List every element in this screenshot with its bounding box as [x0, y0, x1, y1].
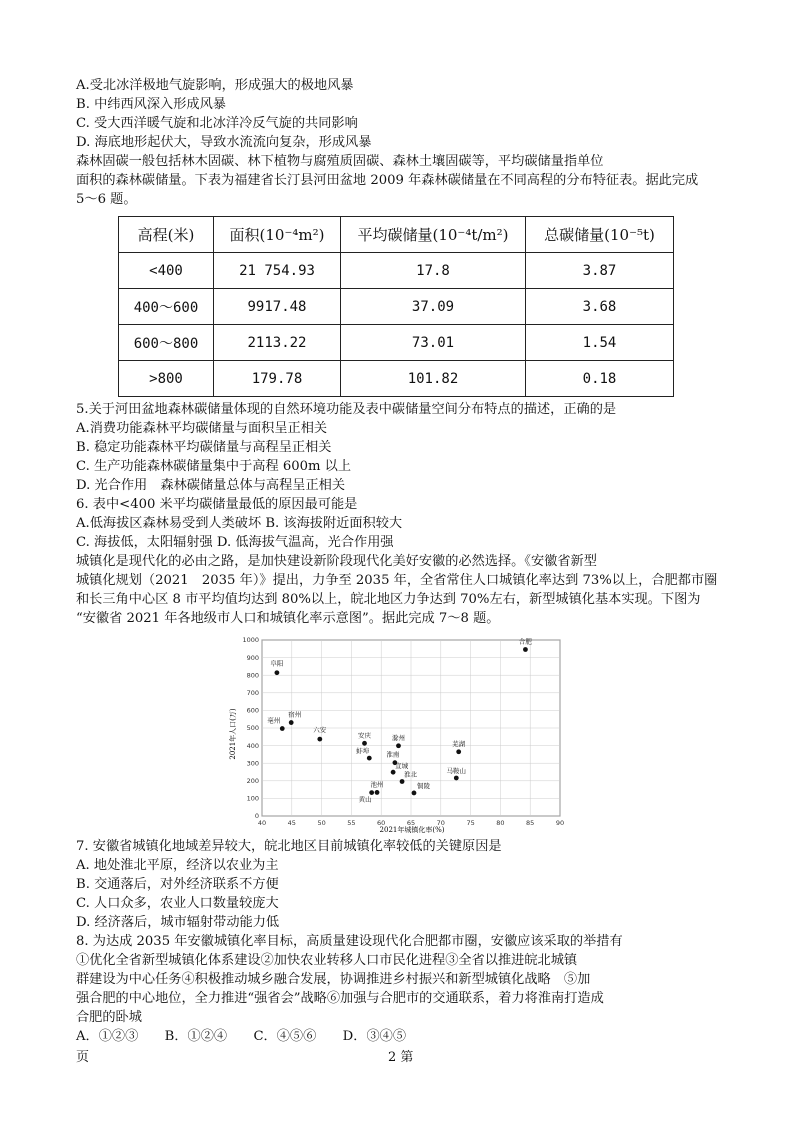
- q5-option-b: B. 稳定功能森林平均碳储量与高程呈正相关: [76, 440, 332, 455]
- table-cell: 2113.22: [214, 325, 341, 361]
- q8-item-line-3: 强合肥的中心地位，全力推进“强省会”战略⑥加强与合肥市的交通联系，着力将淮南打造成: [76, 991, 604, 1006]
- table-cell: 21 754.93: [214, 253, 341, 289]
- passage-urban-3: 和长三角中心区 8 市平均值均达到 80%以上，皖北地区力争达到 70%左右，新型城镇化基本实现。下图为: [76, 592, 701, 607]
- y-tick-label: 100: [246, 794, 259, 803]
- data-point: [317, 737, 322, 742]
- table-header-cell: 高程(米): [119, 217, 214, 253]
- y-tick-label: 0: [254, 812, 259, 821]
- data-label: 阜阳: [270, 659, 284, 668]
- q4-option-a: A.受北冰洋极地气旋影响，形成强大的极地风暴: [76, 78, 354, 93]
- data-label: 黄山: [358, 795, 372, 804]
- x-tick-label: 60: [377, 819, 386, 827]
- data-point: [362, 741, 367, 746]
- data-label: 马鞍山: [446, 766, 467, 775]
- passage-carbon-3: 5～6 题。: [76, 192, 137, 207]
- carbon-table: [118, 216, 674, 397]
- q7-option-a: A. 地处淮北平原，经济以农业为主: [76, 858, 279, 873]
- urbanization-scatter-chart: [226, 634, 578, 836]
- q8-stem: 8. 为达成 2035 年安徽城镇化率目标，高质量建设现代化合肥都市圈，安徽应该采取的举措有: [76, 934, 623, 949]
- data-label: 淮南: [386, 750, 400, 759]
- table-cell: <400: [119, 253, 214, 289]
- footer-page-number: 2 第: [388, 1050, 414, 1065]
- x-tick-label: 45: [287, 819, 296, 827]
- q7-option-d: D. 经济落后，城市辐射带动能力低: [76, 915, 280, 930]
- data-label: 宿州: [288, 710, 302, 719]
- y-tick-label: 1000: [242, 636, 259, 645]
- data-point: [400, 779, 405, 784]
- x-tick-label: 55: [347, 819, 356, 827]
- table-cell: 37.09: [341, 289, 526, 325]
- data-point: [391, 770, 396, 775]
- data-label: 铜陵: [416, 781, 430, 790]
- data-label: 六安: [313, 726, 327, 735]
- x-tick-label: 65: [406, 819, 416, 827]
- q8-item-line-4: 合肥的卧城: [76, 1010, 142, 1025]
- y-tick-label: 700: [246, 689, 259, 697]
- y-axis-label: 2021年人口(万): [229, 708, 237, 760]
- y-tick-label: 900: [246, 653, 259, 662]
- data-point: [412, 791, 417, 796]
- q7-option-b: B. 交通落后，对外经济联系不方便: [76, 877, 279, 892]
- table-cell: 0.18: [526, 361, 674, 397]
- data-label: 安庆: [358, 731, 372, 740]
- q8-options: A．①②③ B．①②④ C．④⑤⑥ D．③④⑤: [76, 1029, 407, 1044]
- q5-stem: 5.关于河田盆地森林碳储量体现的自然环境功能及表中碳储量空间分布特点的描述，正确的是: [76, 402, 617, 417]
- table-header-cell: 总碳储量(10⁻⁵t): [526, 217, 674, 253]
- table-row: [119, 325, 674, 361]
- table-cell: 9917.48: [214, 289, 341, 325]
- data-point: [396, 743, 401, 748]
- x-tick-label: 40: [257, 819, 267, 827]
- y-tick-label: 200: [246, 777, 259, 785]
- table-cell: 400～600: [119, 289, 214, 325]
- q8-item-line-2: 群建设为中心任务④积极推动城乡融合发展，协调推进乡村振兴和新型城镇化战略 ⑤加: [76, 972, 591, 987]
- q4-option-d: D. 海底地形起伏大，导致水流流向复杂，形成风暴: [76, 135, 372, 150]
- data-label: 淮北: [404, 770, 418, 779]
- q4-option-b: B. 中纬西风深入形成风暴: [76, 97, 226, 112]
- y-tick-label: 800: [246, 671, 259, 680]
- data-point: [523, 647, 528, 652]
- data-point: [369, 790, 374, 795]
- table-cell: 1.54: [526, 325, 674, 361]
- passage-urban-2: 城镇化规划（2021 2035 年）》提出，力争至 2035 年，全省常住人口城镇化率达到 73%以上，合肥都市圈: [76, 573, 718, 588]
- q5-option-d: D. 光合作用 森林碳储量总体与高程呈正相关: [76, 478, 346, 493]
- table-cell: 179.78: [214, 361, 341, 397]
- chart-axes: [242, 636, 564, 827]
- data-point: [275, 670, 280, 675]
- passage-urban-4: “安徽省 2021 年各地级市人口和城镇化率示意图”。据此完成 7～8 题。: [76, 611, 500, 626]
- y-tick-label: 400: [246, 741, 259, 750]
- table-row: [119, 361, 674, 397]
- x-tick-label: 50: [317, 819, 326, 827]
- table-cell: 73.01: [341, 325, 526, 361]
- table-cell: 3.87: [526, 253, 674, 289]
- passage-carbon-1: 森林固碳一般包括林木固碳、林下植物与腐殖质固碳、森林土壤固碳等，平均碳储量指单位: [76, 154, 604, 169]
- table-header-cell: 平均碳储量(10⁻⁴t/m²): [341, 217, 526, 253]
- q5-option-c: C. 生产功能森林碳储量集中于高程 600m 以上: [76, 459, 352, 474]
- footer-left: 页: [76, 1050, 90, 1065]
- y-tick-label: 600: [246, 706, 259, 715]
- q6-options-ab: A.低海拔区森林易受到人类破坏 B. 该海拔附近面积较大: [76, 516, 403, 531]
- passage-urban-1: 城镇化是现代化的必由之路，是加快建设新阶段现代化美好安徽的必然选择。《安徽省新型: [76, 554, 597, 569]
- q7-option-c: C. 人口众多，农业人口数量较庞大: [76, 896, 279, 911]
- data-label: 合肥: [518, 637, 532, 646]
- table-cell: 3.68: [526, 289, 674, 325]
- q8-item-line-1: ①优化全省新型城镇化体系建设②加快农业转移人口市民化进程③全省以推进皖北城镇: [76, 953, 578, 968]
- y-tick-label: 500: [246, 724, 259, 733]
- passage-carbon-2: 面积的森林碳储量。下表为福建省长汀县河田盆地 2009 年森林碳储量在不同高程的分布特征表。据此完成: [76, 173, 699, 188]
- x-tick-label: 80: [496, 819, 505, 827]
- table-row: [119, 253, 674, 289]
- data-label: 亳州: [267, 716, 281, 725]
- table-cell: 17.8: [341, 253, 526, 289]
- x-tick-label: 85: [526, 819, 535, 827]
- table-cell: >800: [119, 361, 214, 397]
- data-label: 芜湖: [452, 739, 466, 748]
- table-header-cell: 面积(10⁻⁴m²): [214, 217, 341, 253]
- q7-stem: 7. 安徽省城镇化地域差异较大，皖北地区目前城镇化率较低的关键原因是: [76, 839, 502, 854]
- data-point: [454, 776, 459, 781]
- chart-points: [267, 637, 532, 804]
- x-tick-label: 75: [466, 819, 475, 827]
- y-tick-label: 300: [246, 759, 259, 768]
- q6-stem: 6. 表中<400 米平均碳储量最低的原因最可能是: [76, 497, 358, 512]
- table-header-row: [119, 217, 674, 253]
- data-point: [375, 790, 380, 795]
- x-tick-label: 90: [555, 819, 565, 827]
- q6-options-cd: C. 海拔低，太阳辐射强 D. 低海拔气温高，光合作用强: [76, 535, 394, 550]
- data-label: 池州: [370, 780, 384, 789]
- q4-option-c: C. 受大西洋暖气旋和北冰洋冷反气旋的共同影响: [76, 116, 358, 131]
- table-row: [119, 289, 674, 325]
- data-point: [367, 756, 372, 761]
- data-label: 滁州: [391, 733, 405, 742]
- q5-option-a: A.消费功能森林平均碳储量与面积呈正相关: [76, 421, 328, 436]
- data-point: [289, 720, 294, 725]
- table-cell: 101.82: [341, 361, 526, 397]
- table-cell: 600～800: [119, 325, 214, 361]
- data-point: [280, 726, 285, 731]
- data-point: [456, 749, 461, 754]
- data-label: 蚌埠: [356, 747, 370, 756]
- x-axis-label: 2021年城镇化率(%): [379, 826, 445, 834]
- data-label: 宣城: [395, 762, 409, 771]
- x-tick-label: 70: [436, 819, 445, 827]
